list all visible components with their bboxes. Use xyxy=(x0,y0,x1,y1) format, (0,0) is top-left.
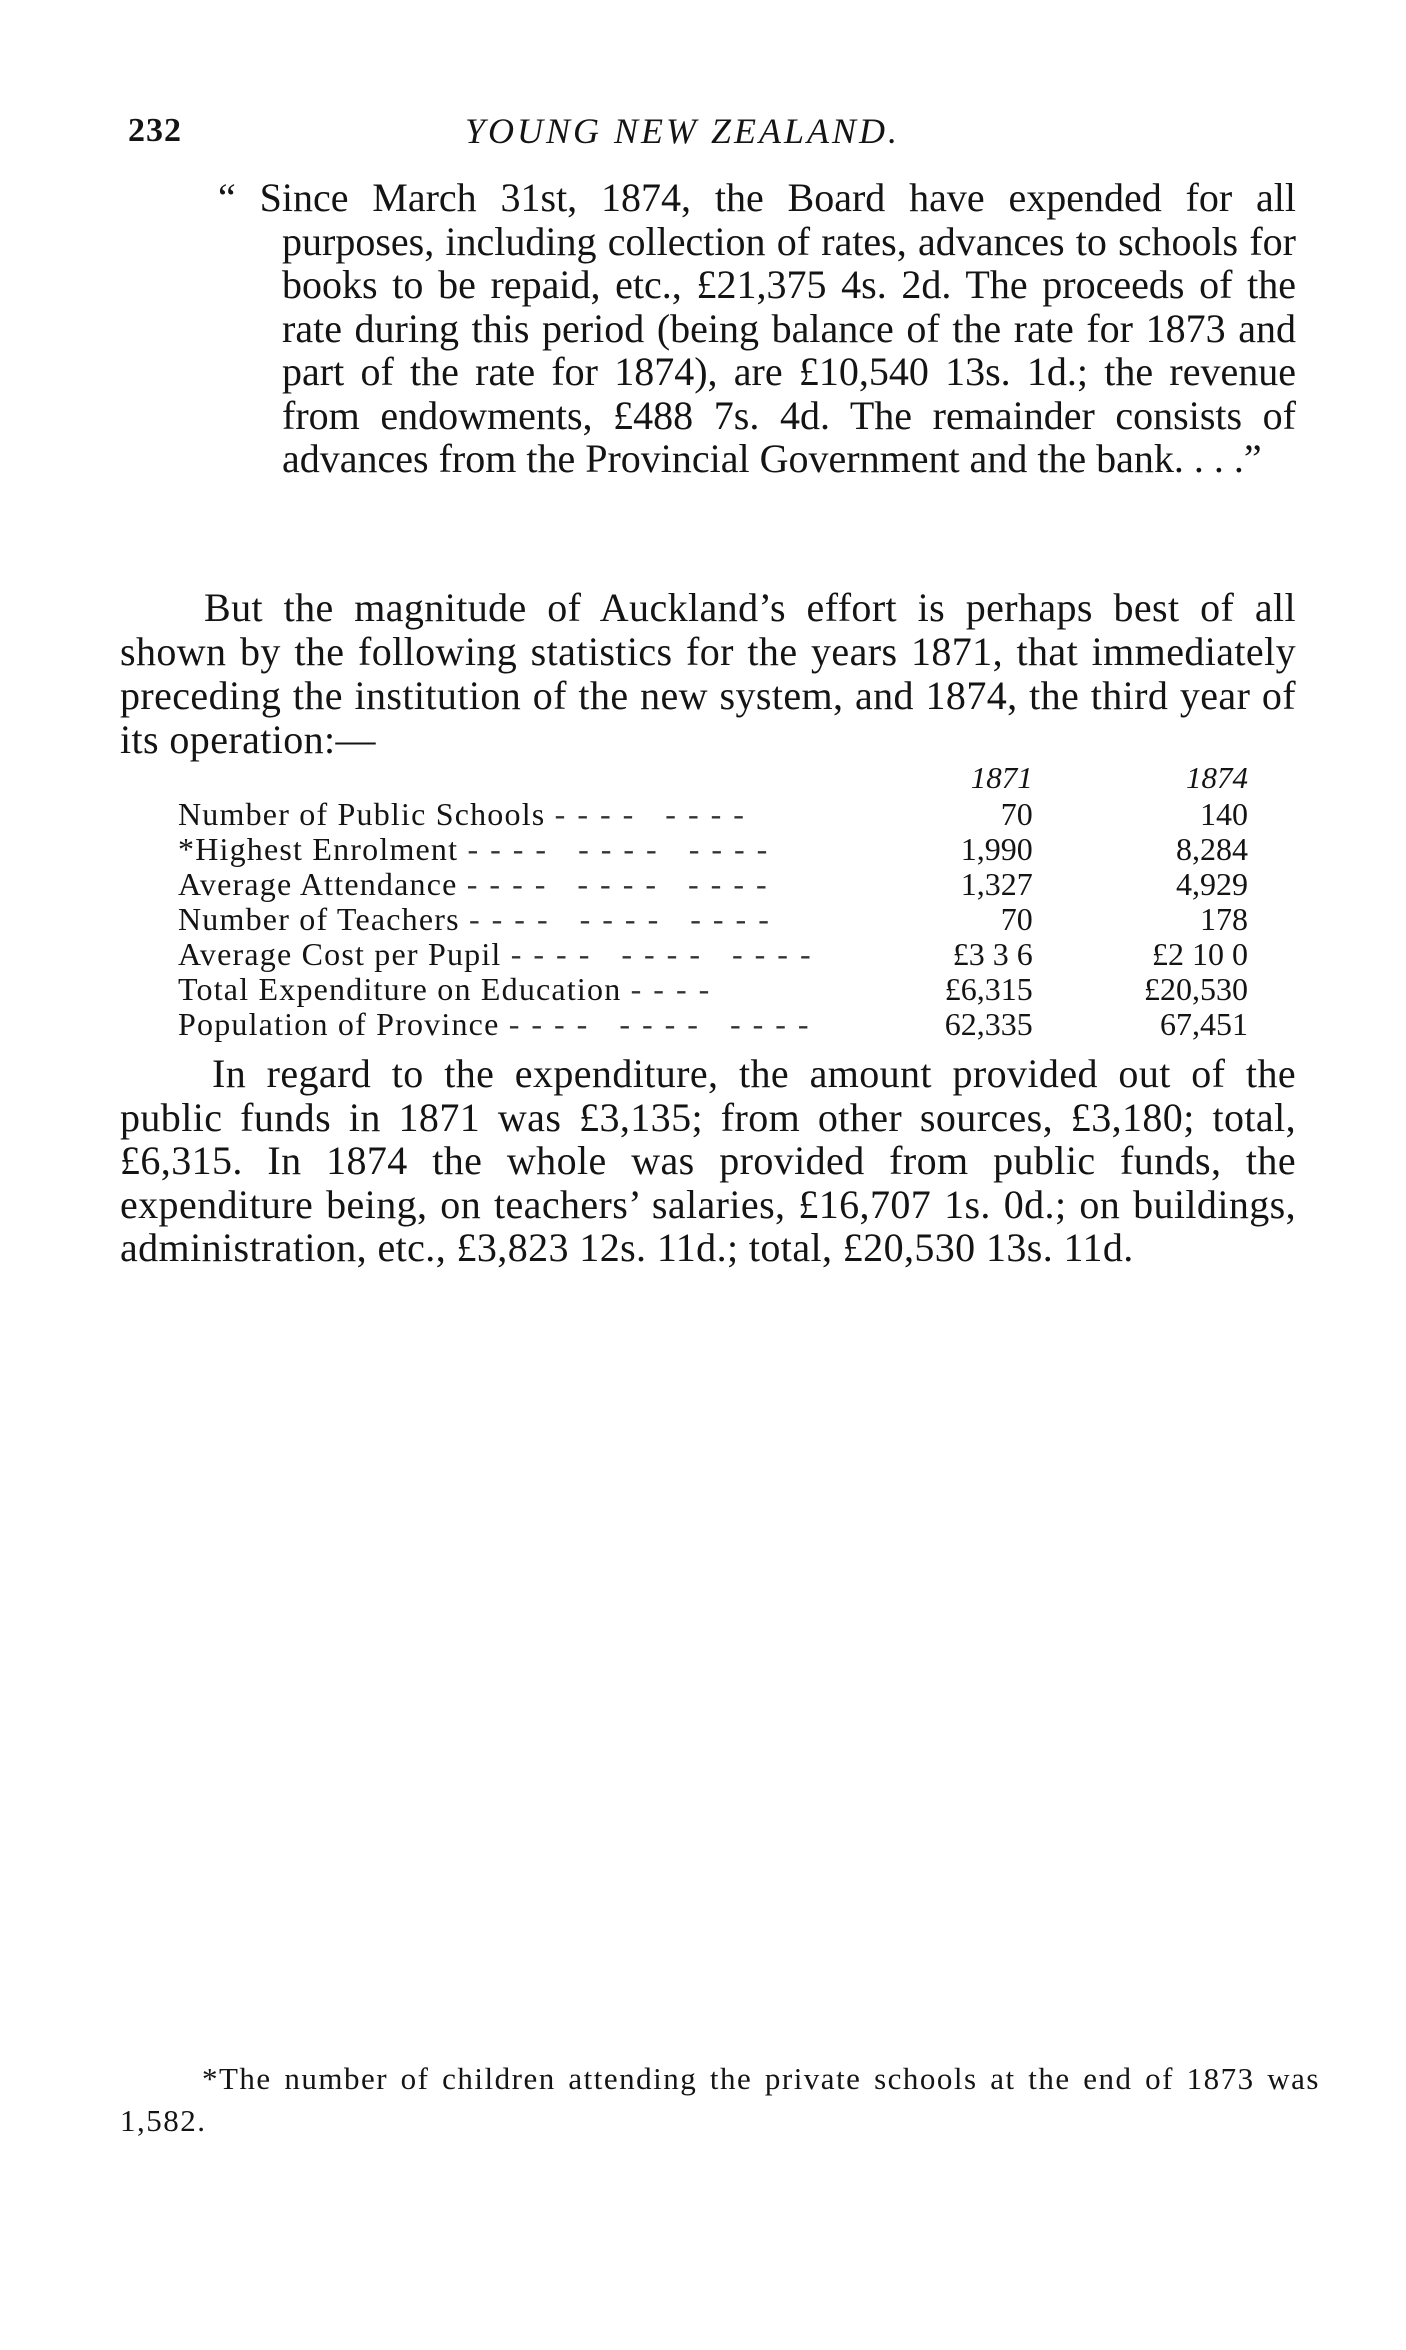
value-1871: 1,327 xyxy=(960,866,1033,902)
table-row xyxy=(178,1007,1278,1042)
row-label xyxy=(178,832,861,867)
statistics-table xyxy=(178,755,1278,1042)
dot-leader: ---- xyxy=(630,971,722,1007)
value-1874: 8,284 xyxy=(1176,831,1248,867)
row-label xyxy=(178,972,861,1007)
value-1871: £3 3 6 xyxy=(952,936,1033,972)
table-header-row xyxy=(178,755,1278,797)
row-label-text: Average Cost per Pupil xyxy=(178,936,502,972)
table-row xyxy=(178,867,1278,902)
value-1871: 70 xyxy=(1000,901,1033,937)
row-label-text: *Highest Enrolment xyxy=(178,831,459,867)
value-1871: 1,990 xyxy=(960,831,1033,867)
value-1874: 140 xyxy=(1200,796,1248,832)
paragraph-intro: But the magnitude of Auckland’s effort is perhaps best of all shown by the following statistics for the years 1871, that immediately preceding the institution of the new system, and 1874, the third year of its operation:— xyxy=(120,585,1296,762)
table-row xyxy=(178,797,1278,832)
row-label xyxy=(178,1007,861,1042)
row-label xyxy=(178,937,861,972)
row-label xyxy=(178,867,861,902)
dot-leader: ---- ---- ---- xyxy=(510,936,823,972)
value-1874: 67,451 xyxy=(1160,1006,1248,1042)
paragraph-expenditure: In regard to the expenditure, the amount provided out of the public funds in 1871 was £3,135; from other sources, £3,180; total, £6,315. In 1874 the whole was provided from public funds, the expenditure being, on teachers’ salaries, £16,707 1s. 0d.; on buildings, administration, etc., £3,823 12s. 11d.; total, £20,530 13s. 11d. xyxy=(120,1051,1296,1270)
page-number: 232 xyxy=(128,112,182,149)
column-header-1871: 1871 xyxy=(970,760,1033,795)
value-1874: £20,530 xyxy=(1144,971,1248,1007)
dot-leader: ---- ---- ---- xyxy=(467,831,780,867)
row-label-text: Total Expenditure on Education xyxy=(178,971,622,1007)
table-row xyxy=(178,937,1278,972)
value-1871: 70 xyxy=(1000,796,1033,832)
table-row xyxy=(178,902,1278,937)
value-1874: £2 10 0 xyxy=(1152,936,1248,972)
dot-leader: ---- ---- ---- xyxy=(508,1006,821,1042)
value-1874: 178 xyxy=(1200,901,1248,937)
running-head: YOUNG NEW ZEALAND. xyxy=(465,111,901,151)
footnote: *The number of children attending the private schools at the end of 1873 was 1,582. xyxy=(120,2061,1320,2138)
header-label-cell xyxy=(178,755,861,797)
row-label-text: Average Attendance xyxy=(178,866,458,902)
row-label-text: Number of Public Schools xyxy=(178,796,546,832)
table-row xyxy=(178,972,1278,1007)
value-1874: 4,929 xyxy=(1176,866,1248,902)
value-1871: 62,335 xyxy=(944,1006,1033,1042)
row-label-text: Population of Province xyxy=(178,1006,500,1042)
dot-leader: ---- ---- ---- xyxy=(466,866,779,902)
column-header-1874: 1874 xyxy=(1186,760,1248,795)
dot-leader: ---- ---- xyxy=(554,796,756,832)
table-row xyxy=(178,832,1278,867)
row-label xyxy=(178,902,861,937)
value-1871: £6,315 xyxy=(944,971,1033,1007)
row-label-text: Number of Teachers xyxy=(178,901,460,937)
dot-leader: ---- ---- ---- xyxy=(468,901,781,937)
block-quote: “ Since March 31st, 1874, the Board have expended for all purposes, including collection of rates, advances to schools for books to be repaid, etc., £21,375 4s. 2d. The proceeds of the rate during this period (being balance of the rate for 1873 and part of the rate for 1874), are £10,540 13s. 1d.; the revenue from endowments, £488 7s. 4d. The remainder consists of advances from the Provincial Government and the bank. . . .” xyxy=(218,175,1296,481)
row-label xyxy=(178,797,861,832)
